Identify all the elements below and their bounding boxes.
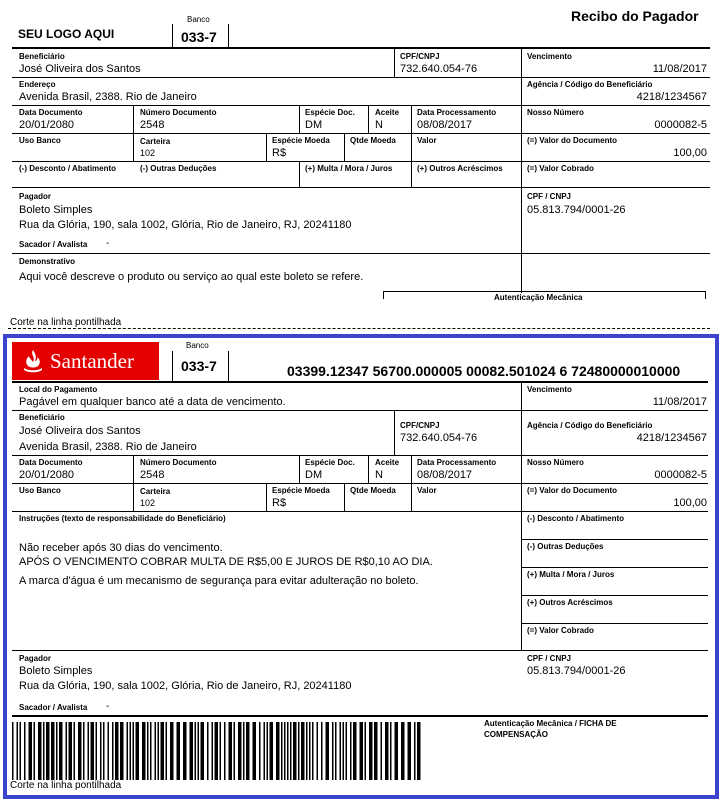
barcode-bar (243, 722, 245, 780)
receipt-outras-deducoes-label: (-) Outras Deduções (140, 164, 217, 173)
slip-qtde-moeda-label: Qtde Moeda (350, 486, 396, 495)
slip-outros-acrescimos-label: (+) Outros Acréscimos (527, 598, 613, 607)
santander-logo (12, 342, 159, 380)
barcode-bar (326, 722, 330, 780)
slip-nosso-numero-label: Nosso Número (527, 458, 584, 467)
receipt-auth-tick (383, 291, 384, 299)
slip-aceite-label: Aceite (375, 458, 400, 467)
receipt-div (411, 106, 412, 162)
barcode-bar (312, 722, 314, 780)
slip-bottom-rule (12, 715, 708, 717)
barcode-bar (350, 722, 352, 780)
slip-agencia-label: Agência / Código do Beneficiário (527, 421, 653, 430)
receipt-top-rule (12, 47, 710, 49)
slip-data-doc: 20/01/2080 (19, 469, 75, 481)
receipt-nosso-numero: 0000082-5 (654, 119, 707, 131)
barcode-bar (207, 722, 209, 780)
slip-pagador-label: Pagador (19, 654, 52, 663)
receipt-num-doc-label: Número Documento (140, 108, 217, 117)
slip-beneficiario-label: Beneficiário (19, 413, 65, 422)
receipt-carteira: 102 (140, 148, 156, 158)
slip-sacador-value: - (106, 701, 110, 712)
barcode-bar (198, 722, 200, 780)
receipt-pagador-cpf: 05.813.794/0001-26 (527, 204, 626, 216)
barcode-bar (115, 722, 119, 780)
slip-data-proc-label: Data Processamento (417, 458, 497, 467)
barcode-bar (317, 722, 319, 780)
barcode-bar (133, 722, 135, 780)
barcode-bar (284, 722, 286, 780)
cut-line-label: Corte na linha pontilhada (10, 317, 122, 328)
slip-autenticacao-label-1: Autenticação Mecânica / FICHA DE (484, 719, 617, 728)
receipt-valor-doc-label: (=) Valor do Documento (527, 136, 618, 145)
slip-especie-doc-label: Espécie Doc. (305, 458, 355, 467)
slip-div (411, 456, 412, 512)
receipt-qtde-moeda-label: Qtde Moeda (350, 136, 396, 145)
barcode-bar (201, 722, 205, 780)
barcode-bar (120, 722, 124, 780)
slip-vencimento-label: Vencimento (527, 385, 572, 394)
slip-valor-doc: 100,00 (673, 497, 707, 509)
slip-rule (12, 410, 708, 411)
receipt-data-doc: 20/01/2080 (19, 119, 75, 131)
slip-rule (522, 539, 708, 540)
receipt-rule (12, 77, 710, 78)
receipt-div (344, 134, 345, 162)
receipt-multa-label: (+) Multa / Mora / Juros (305, 164, 393, 173)
receipt-especie-doc-label: Espécie Doc. (305, 108, 355, 117)
receipt-aceite-label: Aceite (375, 108, 400, 117)
slip-instrucao-1: Não receber após 30 dias do vencimento. (19, 542, 223, 554)
barcode-bar (12, 722, 14, 780)
barcode-bar (395, 722, 399, 780)
receipt-nosso-numero-label: Nosso Número (527, 108, 584, 117)
barcode-bar (238, 722, 242, 780)
barcode-bar (224, 722, 226, 780)
slip-especie-moeda: R$ (272, 497, 287, 509)
receipt-endereco: Avenida Brasil, 2388. Rio de Janeiro (19, 91, 197, 103)
receipt-agencia-label: Agência / Código do Beneficiário (527, 80, 653, 89)
receipt-cpf: 732.640.054-76 (400, 63, 478, 75)
slip-instrucao-2: APÓS O VENCIMENTO COBRAR MULTA DE R$5,00 E JUROS DE R$0,10 AO DIA. (19, 556, 433, 568)
barcode-bar (390, 722, 392, 780)
barcode-bar (212, 722, 214, 780)
barcode-bar (374, 722, 378, 780)
receipt-rule (12, 133, 710, 134)
slip-cpf-label: CPF/CNPJ (400, 421, 440, 430)
barcode-bar (369, 722, 373, 780)
barcode-bar (335, 722, 337, 780)
barcode-bar (259, 722, 261, 780)
receipt-data-doc-label: Data Documento (19, 108, 83, 117)
slip-rule (12, 483, 708, 484)
barcode-bar (96, 722, 98, 780)
receipt-agencia: 4218/1234567 (636, 91, 707, 103)
slip-valor-doc-label: (=) Valor do Documento (527, 486, 618, 495)
barcode-bar (183, 722, 187, 780)
barcode-bar (100, 722, 102, 780)
slip-div (133, 456, 134, 512)
receipt-endereco-label: Endereço (19, 80, 56, 89)
barcode-bar (142, 722, 146, 780)
cut-line (8, 328, 710, 329)
receipt-demonstrativo: Aqui você descreve o produto ou serviço ao qual este boleto se refere. (19, 271, 364, 283)
barcode-bar (401, 722, 405, 780)
barcode-bar (127, 722, 129, 780)
receipt-div (299, 162, 300, 188)
receipt-valor-cobrado-label: (=) Valor Cobrado (527, 164, 594, 173)
receipt-div (368, 106, 369, 134)
slip-pagador-cpf: 05.813.794/0001-26 (527, 665, 626, 677)
barcode-bar (69, 722, 73, 780)
receipt-pagador-cpf-label: CPF / CNPJ (527, 192, 572, 201)
barcode-bar (298, 722, 300, 780)
barcode-bar (293, 722, 297, 780)
barcode-bar (158, 722, 160, 780)
receipt-auth-tick (705, 291, 706, 299)
barcode-bar (161, 722, 165, 780)
barcode-bar (112, 722, 114, 780)
slip-nosso-numero: 0000082-5 (654, 469, 707, 481)
barcode-bar (287, 722, 289, 780)
cut-line-label-bottom: Corte na linha pontilhada (10, 780, 122, 791)
barcode-bar (340, 722, 342, 780)
receipt-logo: SEU LOGO AQUI (18, 27, 115, 41)
receipt-bank-label: Banco (187, 15, 210, 24)
slip-div (394, 411, 395, 455)
slip-carteira: 102 (140, 498, 156, 508)
barcode-bar (270, 722, 274, 780)
barcode-bar (414, 722, 416, 780)
receipt-rule (12, 105, 710, 106)
slip-endereco: Avenida Brasil, 2388. Rio de Janeiro (19, 441, 197, 453)
barcode-bar (46, 722, 50, 780)
barcode-bar (66, 722, 68, 780)
slip-rule (522, 623, 708, 624)
receipt-demonstrativo-label: Demonstrativo (19, 257, 76, 266)
receipt-bank-code: 033-7 (181, 29, 217, 45)
barcode-bar (170, 722, 174, 780)
barcode-bar (417, 722, 421, 780)
slip-rule (12, 455, 708, 456)
receipt-aceite: N (375, 119, 383, 131)
receipt-beneficiario: José Oliveira dos Santos (19, 63, 141, 75)
barcode-bar (166, 722, 168, 780)
receipt-bank-divider-right (228, 24, 229, 48)
receipt-desconto-label: (-) Desconto / Abatimento (19, 164, 117, 173)
receipt-vencimento: 11/08/2017 (652, 63, 707, 75)
slip-valor-label: Valor (417, 486, 437, 495)
barcode-bar (136, 722, 140, 780)
slip-autenticacao-label-2: COMPENSAÇÃO (484, 730, 549, 739)
slip-instrucoes-label: Instruções (texto de responsabilidade do Beneficiário) (19, 514, 226, 523)
slip-especie-doc: DM (305, 469, 323, 481)
barcode-bar (220, 722, 222, 780)
receipt-outros-acrescimos-label: (+) Outros Acréscimos (417, 164, 503, 173)
santander-logo-text: Santander (50, 348, 134, 373)
barcode-bar (385, 722, 389, 780)
barcode-bar (190, 722, 194, 780)
barcode-bar (34, 722, 36, 780)
receipt-right-column-divider (521, 48, 522, 293)
barcode-bar (360, 722, 364, 780)
receipt-vencimento-label: Vencimento (527, 52, 572, 61)
barcode-bar (408, 722, 412, 780)
barcode-bar (195, 722, 197, 780)
barcode-bar (365, 722, 367, 780)
receipt-carteira-label: Carteira (140, 137, 171, 146)
receipt-bank-divider-left (172, 24, 173, 48)
slip-carteira-label: Carteira (140, 487, 171, 496)
receipt-div (299, 106, 300, 134)
slip-aceite: N (375, 469, 383, 481)
barcode-bar (147, 722, 149, 780)
slip-beneficiario: José Oliveira dos Santos (19, 425, 141, 437)
receipt-auth-rule (383, 291, 706, 292)
barcode-bar (103, 722, 105, 780)
slip-num-doc-label: Número Documento (140, 458, 217, 467)
receipt-beneficiario-label: Beneficiário (19, 52, 65, 61)
slip-bank-label: Banco (186, 341, 209, 350)
barcode-bar (43, 722, 45, 780)
slip-bank-divider-right (228, 351, 229, 382)
receipt-pagador-label: Pagador (19, 192, 52, 201)
slip-div (299, 456, 300, 484)
slip-rule (12, 511, 708, 512)
receipt-especie-doc: DM (305, 119, 323, 131)
slip-valor-cobrado-label: (=) Valor Cobrado (527, 626, 594, 635)
slip-div (266, 484, 267, 512)
receipt-especie-moeda-label: Espécie Moeda (272, 136, 330, 145)
slip-sacador-label: Sacador / Avalista (19, 703, 88, 712)
receipt-div (133, 106, 134, 162)
barcode-bar (229, 722, 233, 780)
receipt-rule (12, 161, 710, 162)
barcode-bar (91, 722, 95, 780)
barcode (12, 722, 424, 780)
receipt-data-proc: 08/08/2017 (417, 119, 473, 131)
slip-rule (12, 650, 708, 651)
slip-multa-label: (+) Multa / Mora / Juros (527, 570, 615, 579)
slip-agencia: 4218/1234567 (636, 432, 707, 444)
slip-bank-divider-left (172, 351, 173, 382)
slip-local: Pagável em qualquer banco até a data de vencimento. (19, 396, 286, 408)
barcode-bar (253, 722, 257, 780)
slip-rule (522, 567, 708, 568)
slip-pagador-nome: Boleto Simples (19, 665, 93, 677)
slip-div (368, 456, 369, 484)
slip-div (344, 484, 345, 512)
barcode-bar (332, 722, 334, 780)
slip-outras-deducoes-label: (-) Outras Deduções (527, 542, 604, 551)
receipt-autenticacao-label: Autenticação Mecânica (494, 293, 583, 302)
barcode-bar (38, 722, 42, 780)
barcode-bar (215, 722, 219, 780)
slip-pagador-cpf-label: CPF / CNPJ (527, 654, 572, 663)
slip-local-label: Local do Pagamento (19, 385, 98, 394)
slip-cpf: 732.640.054-76 (400, 432, 478, 444)
barcode-bar (353, 722, 357, 780)
barcode-bar (246, 722, 250, 780)
receipt-pagador-endereco: Rua da Glória, 190, sala 1002, Glória, Rio de Janeiro, RJ, 20241180 (19, 219, 352, 231)
barcode-bar (83, 722, 85, 780)
barcode-bar (29, 722, 33, 780)
slip-especie-moeda-label: Espécie Moeda (272, 486, 330, 495)
barcode-bar (17, 722, 19, 780)
barcode-bar (381, 722, 383, 780)
barcode-bar (290, 722, 292, 780)
barcode-bar (24, 722, 26, 780)
slip-desconto-label: (-) Desconto / Abatimento (527, 514, 625, 523)
flame-icon (20, 348, 46, 374)
slip-rule (522, 595, 708, 596)
slip-data-proc: 08/08/2017 (417, 469, 473, 481)
barcode-bar (88, 722, 90, 780)
barcode-bar (74, 722, 76, 780)
receipt-rule (12, 187, 710, 188)
receipt-valor-doc: 100,00 (673, 147, 707, 159)
slip-pagador-endereco: Rua da Glória, 190, sala 1002, Glória, Rio de Janeiro, RJ, 20241180 (19, 680, 352, 692)
receipt-sacador-value: - (106, 238, 110, 249)
slip-data-doc-label: Data Documento (19, 458, 83, 467)
barcode-bar (150, 722, 152, 780)
slip-vencimento: 11/08/2017 (652, 396, 707, 408)
receipt-div (411, 162, 412, 188)
barcode-bar (267, 722, 269, 780)
barcode-bar (155, 722, 157, 780)
receipt-rule (12, 253, 710, 254)
barcode-bar (130, 722, 132, 780)
receipt-num-doc: 2548 (140, 119, 165, 131)
barcode-bar (264, 722, 266, 780)
receipt-especie-moeda: R$ (272, 147, 287, 159)
barcode-bar (306, 722, 308, 780)
barcode-bar (51, 722, 55, 780)
barcode-bar (78, 722, 82, 780)
barcode-bar (59, 722, 63, 780)
receipt-cpf-label: CPF/CNPJ (400, 52, 440, 61)
barcode-bar (108, 722, 110, 780)
receipt-div (394, 48, 395, 77)
receipt-div (266, 134, 267, 162)
barcode-bar (276, 722, 280, 780)
barcode-bar (20, 722, 22, 780)
receipt-title: Recibo do Pagador (571, 8, 699, 24)
receipt-sacador-label: Sacador / Avalista (19, 240, 88, 249)
receipt-pagador-nome: Boleto Simples (19, 204, 93, 216)
slip-linha-digitavel: 03399.12347 56700.000005 00082.501024 6 72480000010000 (287, 363, 681, 379)
receipt-valor-label: Valor (417, 136, 437, 145)
barcode-bar (343, 722, 345, 780)
slip-top-rule (12, 381, 708, 383)
receipt-data-proc-label: Data Processamento (417, 108, 497, 117)
barcode-bar (234, 722, 236, 780)
barcode-bar (177, 722, 181, 780)
barcode-bar (281, 722, 283, 780)
barcode-bar (56, 722, 58, 780)
barcode-bar (321, 722, 323, 780)
barcode-bar (301, 722, 305, 780)
slip-num-doc: 2548 (140, 469, 165, 481)
receipt-uso-banco-label: Uso Banco (19, 136, 61, 145)
slip-uso-banco-label: Uso Banco (19, 486, 61, 495)
slip-instrucao-3: A marca d'água é um mecanismo de segurança para evitar adulteração no boleto. (19, 575, 419, 587)
barcode-bar (346, 722, 348, 780)
slip-right-column-divider (521, 382, 522, 650)
slip-bank-code: 033-7 (181, 358, 217, 374)
barcode-bar (309, 722, 311, 780)
